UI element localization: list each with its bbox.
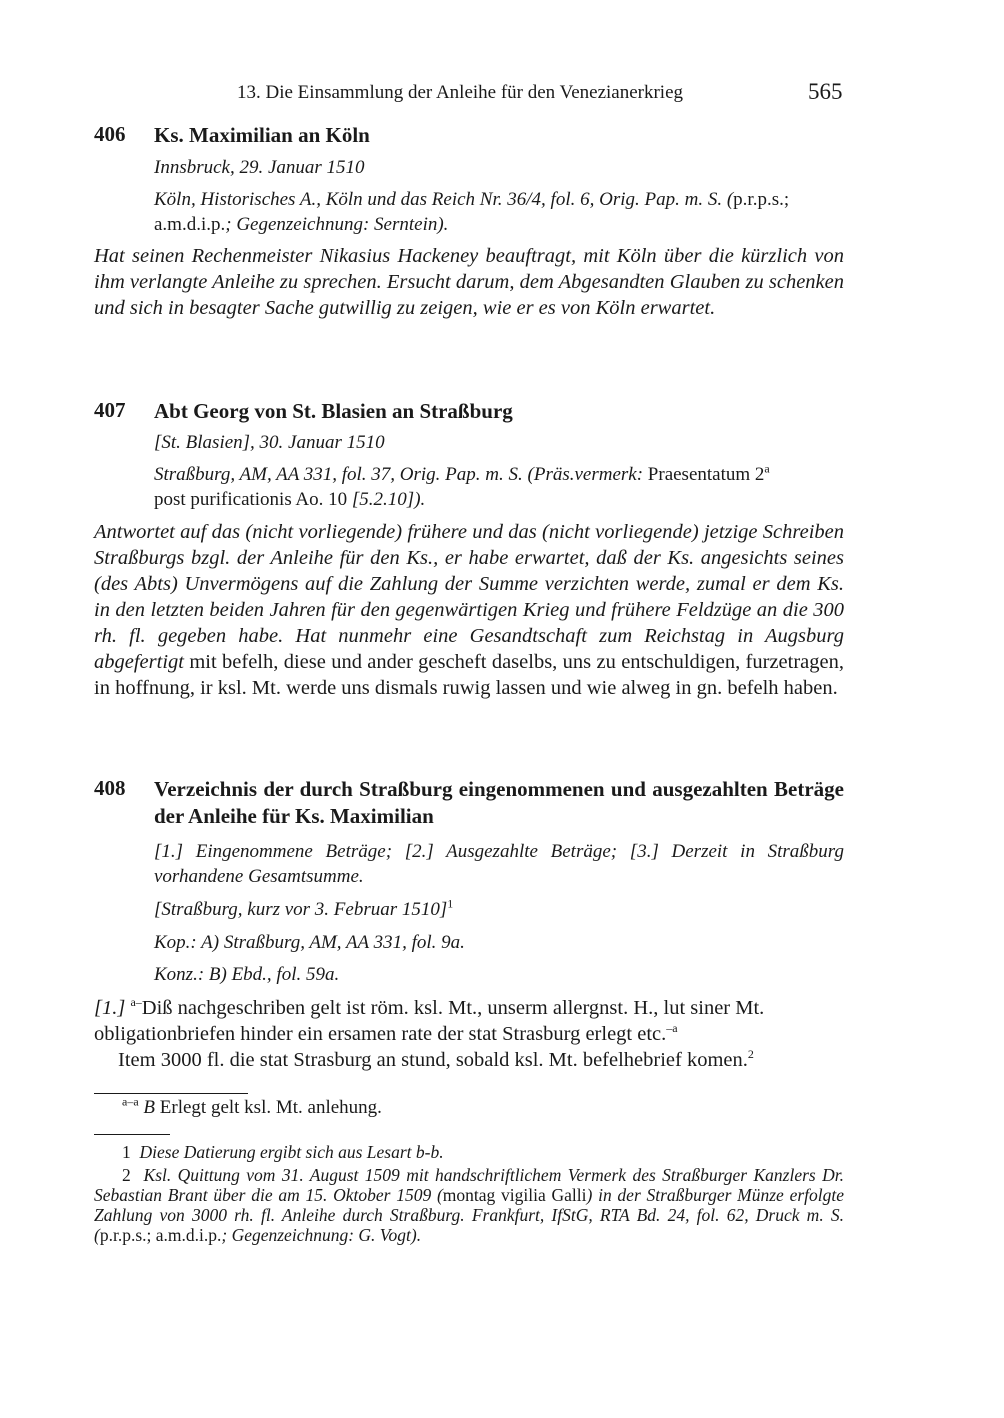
doc-406-source-part: p.r.p.s.; [733,189,790,210]
footnote-number: 2 [122,1165,131,1185]
doc-408-draft: Konz.: B) Ebd., fol. 59a. [154,964,340,985]
doc-406-date: Innsbruck, 29. Januar 1510 [154,157,365,178]
footnote-rule [94,1134,170,1135]
doc-408-text-para-1: Diß nachgeschriben gelt ist röm. ksl. Mt., unserm allergnst. H., lut siner Mt. obligationbriefen hinder ein ersamen rate der stat Strasburg erlegt etc. [94,997,765,1045]
doc-407-summary [94,519,844,701]
footnote-text-part: Ksl. Quittung vom 31. August 1509 mit handschriftlichem Vermerk des Straßburger Kanzlers Dr. Sebastian Brant über die am 15. Oktober 1509 ( [94,1165,844,1205]
doc-408-date-text: [Straßburg, kurz vor 3. Februar 1510] [154,899,448,920]
variant-marker: a– [130,995,142,1010]
doc-408-date-sup: 1 [447,896,454,911]
doc-407-date: [St. Blasien], 30. Januar 1510 [154,432,385,453]
doc-407-source [154,462,844,512]
doc-407-source-part: Praesentatum 2 [647,464,765,485]
doc-408-text [94,995,844,1073]
running-title: 13. Die Einsammlung der Anleihe für den Venezianerkrieg [237,82,684,103]
variant-note-text: Erlegt gelt ksl. Mt. anlehung. [159,1097,382,1118]
footnote-number: 1 [122,1142,131,1162]
doc-407-source-part: Straßburg, AM, AA 331, fol. 37, Orig. Pap. m. S. (Präs.vermerk: [154,464,644,485]
variant-note [122,1094,382,1119]
page-number: 565 [808,79,843,104]
variant-note-siglum: B [143,1097,156,1118]
doc-406-number: 406 [94,122,126,146]
doc-407-title: Abt Georg von St. Blasien an Straßburg [154,399,513,423]
footnote-text-part: montag vigilia Galli [442,1185,587,1205]
doc-406-source-part: ; Gegenzeichnung: Serntein). [225,214,449,235]
doc-408-date [154,897,844,922]
doc-408-contents: [1.] Eingenommene Beträge; [2.] Ausgezahlte Beträge; [3.] Derzeit in Straßburg vorhandene Gesamtsumme. [154,841,844,887]
apparatus-rule [94,1093,248,1094]
doc-407-summary-roman: mit befelh, diese und ander gescheft daselbs, uns zu entschuldigen, furzetragen, in hoffnung, ir ksl. Mt. werde uns dismals ruwig lassen und wie alweg in gn. befelh haben. [94,651,844,699]
doc-407-source-sup: a [764,461,770,476]
doc-408-copy: Kop.: A) Straßburg, AM, AA 331, fol. 9a. [154,932,465,953]
footnote-ref: 2 [747,1047,754,1062]
doc-406-summary: Hat seinen Rechenmeister Nikasius Hackeney beauftragt, mit Köln über die kürzlich von ihm verlangte Anleihe zu sprechen. Ersucht darum, dem Abgesandten Glauben zu schenken und sich in besagter Sache gutwillig zu zeigen, wie er es von Köln erwartet. [94,245,844,319]
doc-407-source-part: [5.2.10]). [351,489,426,510]
doc-407-number: 407 [94,398,126,422]
footnote-text: Diese Datierung ergibt sich aus Lesart b-b. [139,1142,444,1162]
doc-408-text-label: [1.] [94,997,126,1019]
footnote-text-part: ; Gegenzeichnung: G. Vogt). [221,1225,422,1245]
doc-406-title: Ks. Maximilian an Köln [154,123,370,147]
doc-406-source-part: a.m.d.i.p. [154,214,226,235]
doc-408-title: Verzeichnis der durch Straßburg eingenommenen und ausgezahlten Beträge der Anleihe für Ks. Maximilian [154,777,844,828]
footnote-text-part: ) in der Straßburger Münze erfolgte Zahlung von 3000 rh. fl. Anleihe durch Straßburg. Frankfurt, IfStG, RTA Bd. 24, fol. 62, Druck m. S. ( [94,1185,845,1245]
doc-408-text-para-2: Item 3000 fl. die stat Strasburg an stund, sobald ksl. Mt. befelhebrief komen. [118,1049,748,1071]
doc-408-number: 408 [94,776,126,800]
footnote-text-part: a.m.d.i.p. [155,1225,222,1245]
footnote-1 [122,1142,844,1162]
doc-406-source [154,187,844,237]
doc-407-source-part: post purificationis Ao. 10 [154,489,348,510]
doc-406-source-part: Köln, Historisches A., Köln und das Reich Nr. 36/4, fol. 6, Orig. Pap. m. S. ( [154,189,734,210]
footnote-2 [94,1165,844,1245]
doc-407-summary-italic: Antwortet auf das (nicht vorliegende) frühere und das (nicht vorliegende) jetzige Schreiben Straßburgs bzgl. der Anleihe für den Ks., er habe erwartet, daß der Ks. angesichts seines (des Abts) Unvermögens auf die Zahlung der Summe verzichten werde, zumal er dem Ks. in den letzten beiden Jahren für den gegenwärtigen Krieg und frühere Feldzüge an die 300 rh. fl. gegeben habe. Hat nunmehr eine Gesandtschaft zum Reichstag in Augsburg abgefertigt [94,521,844,673]
variant-note-marker: a–a [122,1094,139,1109]
footnote-text-part: p.r.p.s.; [99,1225,152,1245]
variant-marker: –a [666,1021,678,1036]
